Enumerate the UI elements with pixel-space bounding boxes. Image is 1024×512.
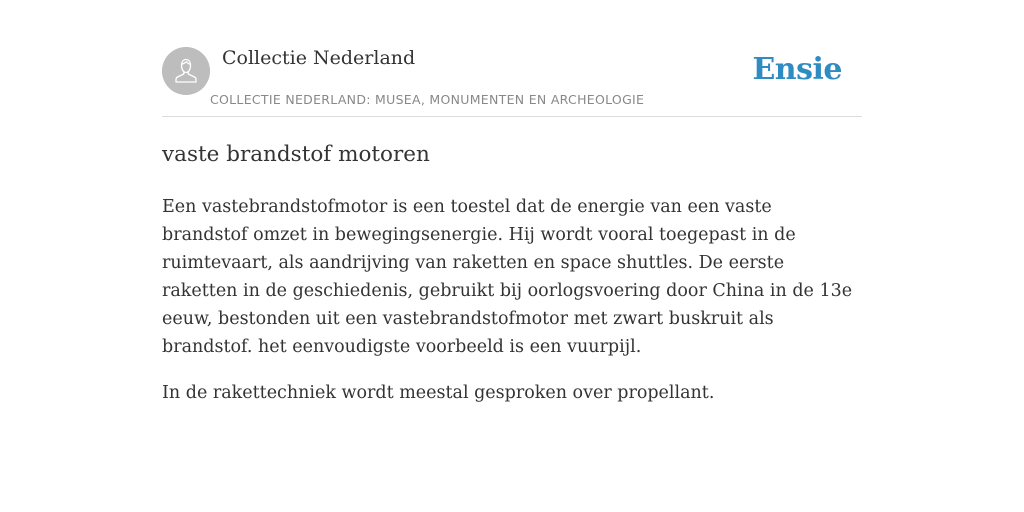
article-paragraph: In de rakettechniek wordt meestal gesproken over propellant.: [162, 383, 715, 403]
user-avatar-icon[interactable]: [162, 47, 210, 95]
article-content: [162, 136, 862, 407]
source-label[interactable]: COLLECTIE NEDERLAND: MUSEA, MONUMENTEN EN ARCHEOLOGIE: [210, 92, 645, 107]
author-name[interactable]: Collectie Nederland: [222, 47, 416, 69]
article-paragraph: Een vastebrandstofmotor is een toestel dat de energie van een vaste brandstof omzet in bewegingsenergie. Hij wordt vooral toegepast in de ruimtevaart, als aandrijving van raketten en space shuttles. De eerste raketten in de geschiedenis, gebruikt bij oorlogsvoering door China in de 13e eeuw, bestonden uit een vastebrandstofmotor met zwart buskruit als brandstof. het eenvoudigste voorbeeld is een vuurpijl.: [162, 197, 853, 357]
article-title: vaste brandstof motoren: [162, 142, 430, 167]
ensie-logo[interactable]: Ensie: [752, 52, 842, 87]
entry-header: [162, 0, 862, 117]
